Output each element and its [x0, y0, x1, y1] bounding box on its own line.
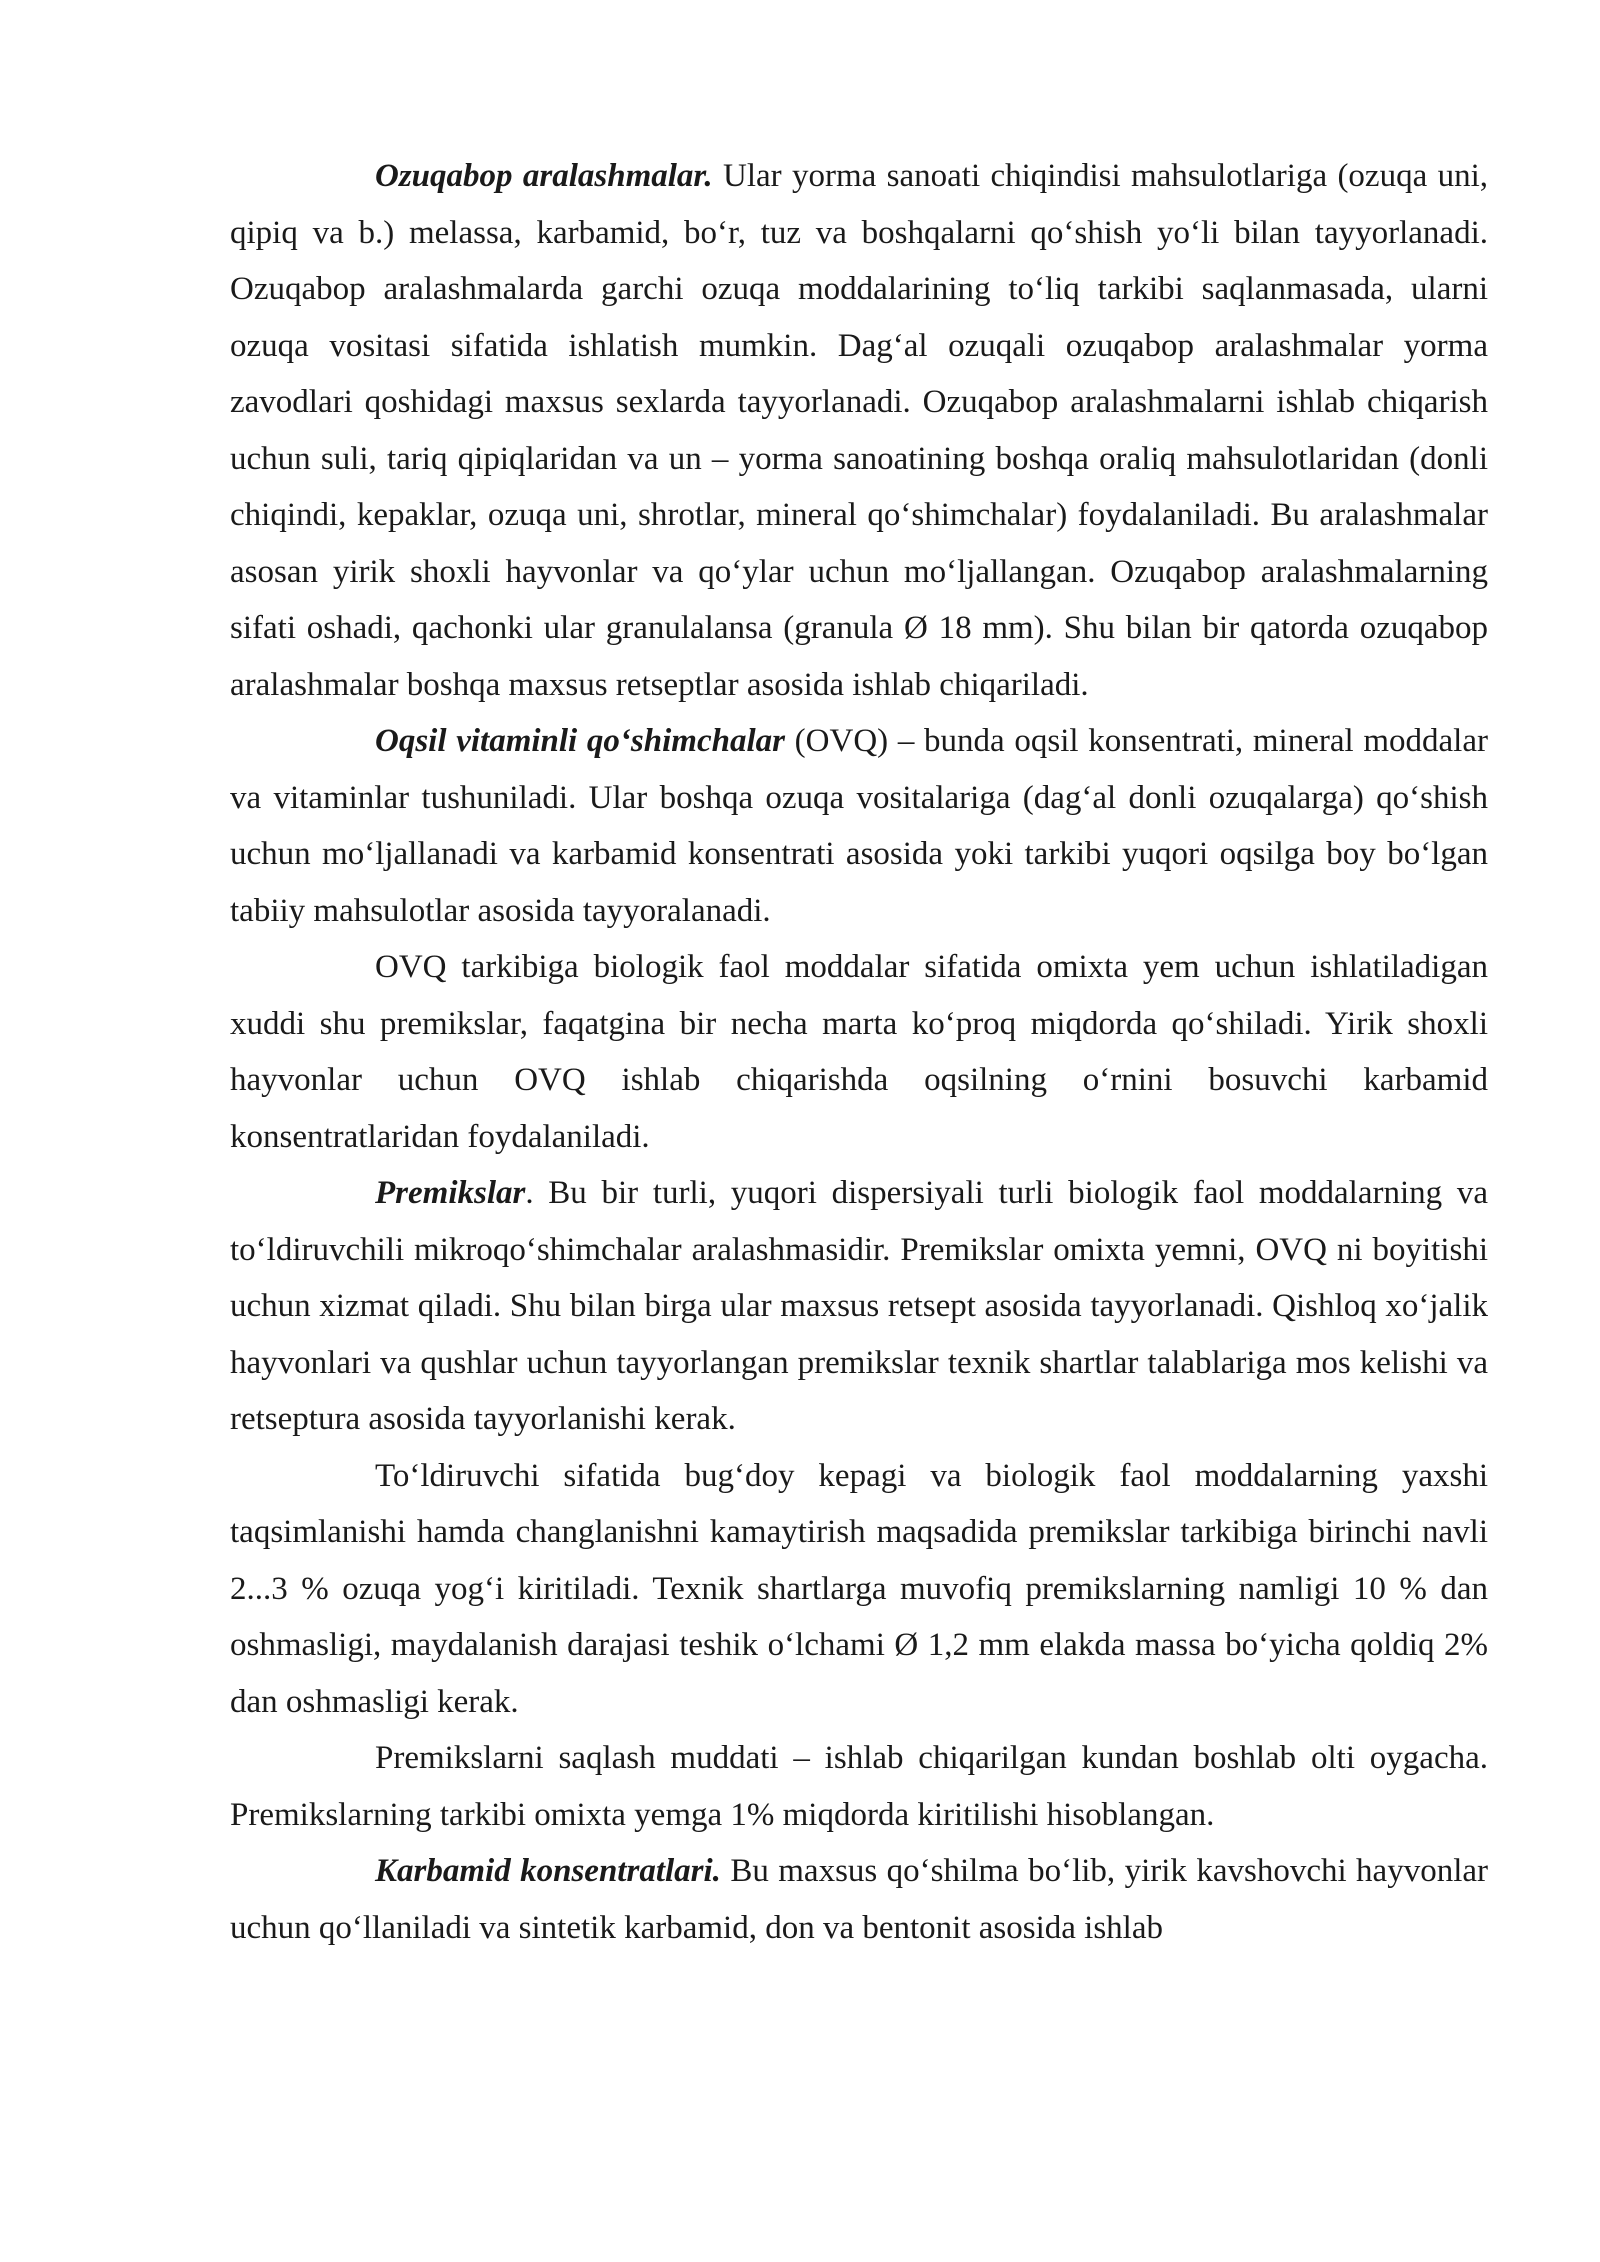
document-page	[230, 148, 1488, 1956]
paragraph-text: Bu maxsus qo‘shilma bo‘lib, yirik kavshovchi hayvonlar uchun qo‘llaniladi va sintetik karbamid, don va bentonit asosida ishlab	[230, 1853, 1489, 1946]
paragraph-karbamid-konsentratlari	[230, 1843, 1488, 1956]
paragraph-toldiruvchi	[230, 1448, 1488, 1731]
paragraph-text: OVQ tarkibiga biologik faol moddalar sifatida omixta yem uchun ishlatiladigan xuddi shu premikslar, faqatgina bir necha marta ko‘proq miqdorda qo‘shiladi. Yirik shoxli hayvonlar uchun OVQ ishlab chiqarishda oqsilning o‘rnini bosuvchi karbamid konsentratlaridan foydalaniladi.	[230, 949, 1488, 1155]
paragraph-premikslar	[230, 1165, 1488, 1448]
paragraph-text: (OVQ) – bunda oqsil konsentrati, mineral moddalar va vitaminlar tushuniladi. Ular boshqa ozuqa vositalariga (dag‘al donli ozuqalarga) qo‘shish uchun mo‘ljallanadi va karbamid konsentrati asosida yoki tarkibi yuqori oqsilga boy bo‘lgan tabiiy mahsulotlar asosida tayyoralanadi.	[230, 723, 1488, 929]
paragraph-text: . Bu bir turli, yuqori dispersiyali turli biologik faol moddalarning va to‘ldiruvchili mikroqo‘shimchalar aralashmasidir. Premikslar omixta yemni, OVQ ni boyitishi uchun xizmat qiladi. Shu bilan birga ular maxsus retsept asosida tayyorlanadi. Qishloq xo‘jalik hayvonlari va qushlar uchun tayyorlangan premikslar texnik shartlar talablariga mos kelishi va retseptura asosida tayyorlanishi kerak.	[230, 1175, 1488, 1437]
term-karbamid-konsentratlari: Karbamid konsentratlari.	[375, 1853, 721, 1889]
paragraph-ozuqabop-aralashmalar	[230, 148, 1488, 713]
paragraph-oqsil-vitaminli	[230, 713, 1488, 939]
term-ozuqabop-aralashmalar: Ozuqabop aralashmalar.	[375, 158, 713, 194]
paragraph-text: Ular yorma sanoati chiqindisi mahsulotlariga (ozuqa uni, qipiq va b.) melassa, karbamid, bo‘r, tuz va boshqalarni qo‘shish yo‘li bilan tayyorlanadi. Ozuqabop aralashmalarda garchi ozuqa moddalarining to‘liq tarkibi saqlanmasada, ularni ozuqa vositasi sifatida ishlatish mumkin. Dag‘al ozuqali ozuqabop aralashmalar yorma zavodlari qoshidagi maxsus sexlarda tayyorlanadi. Ozuqabop aralashmalarni ishlab chiqarish uchun suli, tariq qipiqlaridan va un – yorma sanoatining boshqa oraliq mahsulotlaridan (donli chiqindi, kepaklar, ozuqa uni, shrotlar, mineral qo‘shimchalar) foydalaniladi. Bu aralashmalar asosan yirik shoxli hayvonlar va qo‘ylar uchun mo‘ljallangan. Ozuqabop aralashmalarning sifati oshadi, qachonki ular granulalansa (granula Ø 18 mm). Shu bilan bir qatorda ozuqabop aralashmalar boshqa maxsus retseptlar asosida ishlab chiqariladi.	[230, 158, 1488, 703]
paragraph-saqlash-muddati	[230, 1730, 1488, 1843]
term-oqsil-vitaminli: Oqsil vitaminli qo‘shimchalar	[375, 723, 785, 759]
paragraph-ovq-tarkibi	[230, 939, 1488, 1165]
term-premikslar: Premikslar	[375, 1175, 526, 1211]
paragraph-text: To‘ldiruvchi sifatida bug‘doy kepagi va biologik faol moddalarning yaxshi taqsimlanishi hamda changlanishni kamaytirish maqsadida premikslar tarkibiga birinchi navli 2...3 % ozuqa yog‘i kiritiladi. Texnik shartlarga muvofiq premikslarning namligi 10 % dan oshmasligi, maydalanish darajasi teshik o‘lchami Ø 1,2 mm elakda massa bo‘yicha qoldiq 2% dan oshmasligi kerak.	[230, 1457, 1488, 1720]
paragraph-text: Premikslarni saqlash muddati – ishlab chiqarilgan kundan boshlab olti oygacha. Premikslarning tarkibi omixta yemga 1% miqdorda kiritilishi hisoblangan.	[230, 1740, 1488, 1833]
